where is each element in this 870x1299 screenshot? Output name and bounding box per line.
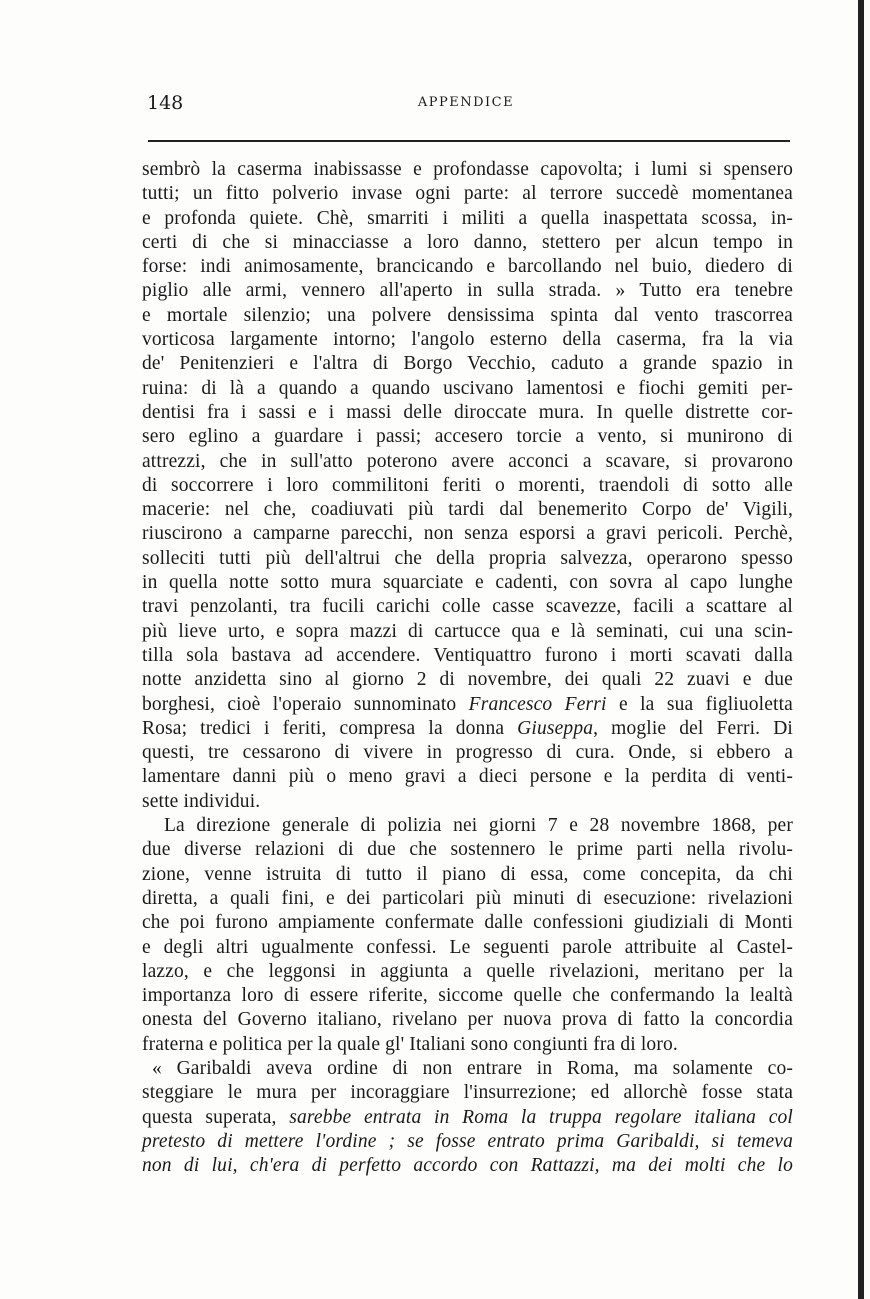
text-line: due diverse relazioni di due che sostennero le prime parti nella rivolu- [142, 839, 793, 861]
text-line: e mortale silenzio; una polvere densissima spinta dal vento trascorrea [142, 304, 793, 326]
text-line: certi di che si minacciasse a loro danno, stettero per alcun tempo in [142, 231, 793, 253]
text-line: sero eglino a guardare i passi; accesero torcie a vento, si munirono di [142, 426, 793, 448]
text-line: zione, venne istruita di tutto il piano di essa, come concepita, da chi [142, 863, 793, 885]
text-line [142, 717, 793, 741]
text-run: e la sua figliuoletta [606, 693, 793, 715]
text-line: riuscirono a camparne parecchi, non senza esporsi a gravi pericoli. Perchè, [142, 523, 793, 545]
text-line: dentisi fra i sassi e i massi delle diroccate mura. In quelle distrette cor- [142, 401, 793, 423]
text-line: steggiare le mura per incoraggiare l'insurrezione; ed allorchè fosse stata [142, 1082, 793, 1104]
text-line: questi, tre cessarono di vivere in progresso di cura. Onde, si ebbero a [142, 742, 793, 764]
text-line: che poi furono ampiamente confermate dalle confessioni giudiziali di Monti [142, 912, 793, 934]
text-line: importanza loro di essere riferite, siccome quelle che confermando la lealtà [142, 985, 793, 1007]
running-header [142, 92, 790, 118]
header-rule [148, 140, 790, 142]
text-line: sembrò la caserma inabissasse e profondasse capovolta; i lumi si spensero [142, 159, 793, 180]
italic-text-run: Francesco Ferri [468, 693, 607, 715]
text-line: onesta del Governo italiano, rivelano per nuova prova di fatto la concordia [142, 1009, 793, 1031]
text-line: La direzione generale di polizia nei giorni 7 e 28 novembre 1868, per [164, 815, 793, 837]
text-line: in quella notte sotto mura squarciate e cadenti, con sovra al capo lunghe [142, 572, 793, 594]
text-line: sette individui. [142, 790, 261, 812]
text-line: forse: indi animosamente, brancicando e barcollando nel buio, diedero di [142, 256, 793, 278]
text-line: solleciti tutti più dell'altrui che della propria salvezza, operarono spesso [142, 547, 793, 569]
text-line: tutti; un fitto polverio invase ogni parte: al terrore succedè momentanea [142, 183, 793, 205]
text-line: de' Penitenzieri e l'altra di Borgo Vecchio, caduto a grande spazio in [142, 353, 793, 375]
page-edge-shadow [858, 0, 864, 1299]
text-run: Rosa; tredici i feriti, compresa la donna [142, 717, 518, 739]
body-text [142, 158, 793, 1178]
text-run: questa superata, [142, 1106, 290, 1128]
text-line: « Garibaldi aveva ordine di non entrare in Roma, ma solamente co- [152, 1057, 793, 1079]
text-line: attrezzi, che in sull'atto poterono avere acconci a scavare, si provarono [142, 450, 793, 472]
text-line: e degli altri ugualmente confessi. Le seguenti parole attribuite al Castel- [142, 936, 793, 958]
text-line: e profonda quiete. Chè, smarriti i militi a quella inaspettata scossa, in- [142, 207, 793, 229]
text-line: macerie: nel che, coadiuvati più tardi dal benemerito Corpo de' Vigili, [142, 499, 793, 521]
text-line: vorticosa largamente intorno; l'angolo esterno della caserma, fra la via [142, 329, 793, 351]
italic-text-run: sarebbe entrata in Roma la truppa regolare italiana col [289, 1106, 793, 1128]
text-line: fraterna e politica per la quale gl' Italiani sono congiunti fra di loro. [142, 1033, 678, 1055]
text-line: lazzo, e che leggonsi in aggiunta a quelle rivelazioni, meritano per la [142, 960, 793, 982]
text-line: piglio alle armi, vennero all'aperto in sulla strada. » Tutto era tenebre [142, 280, 793, 302]
text-line [142, 693, 793, 717]
text-line: ruina: di là a quando a quando uscivano lamentosi e fiochi gemiti per- [142, 377, 793, 399]
page-number: 148 [147, 92, 184, 114]
text-line [142, 1130, 793, 1154]
text-run: , moglie del Ferri. Di [593, 717, 793, 739]
running-title: APPENDICE [417, 95, 515, 110]
italic-text-run: Giuseppa [517, 717, 594, 739]
italic-text-run: pretesto di mettere l'ordine ; se fosse entrato prima Garibaldi, si temeva [142, 1130, 793, 1152]
text-line: di soccorrere i loro commilitoni feriti o morenti, traendoli di sotto alle [142, 474, 793, 496]
italic-text-run: non di lui, ch'era di perfetto accordo con Rattazzi, ma dei molti che lo [142, 1155, 793, 1177]
text-line: tilla sola bastava ad accendere. Ventiquattro furono i morti scavati dalla [142, 644, 793, 666]
text-line: lamentare danni più o meno gravi a dieci persone e la perdita di venti- [142, 766, 793, 788]
text-line: notte anzidetta sino al giorno 2 di novembre, dei quali 22 zuavi e due [142, 669, 793, 691]
text-run: borghesi, cioè l'operaio sunnominato [142, 693, 469, 715]
text-line: più lieve urto, e sopra mazzi di cartucce qua e là seminati, cui una scin- [142, 620, 793, 642]
text-line [142, 1106, 793, 1130]
text-line [142, 1154, 793, 1178]
text-line: diretta, a quali fini, e dei particolari più minuti di esecuzione: rivelazioni [142, 887, 793, 909]
text-line: travi penzolanti, tra fucili carichi colle casse scavezze, facili a scattare al [142, 596, 793, 618]
